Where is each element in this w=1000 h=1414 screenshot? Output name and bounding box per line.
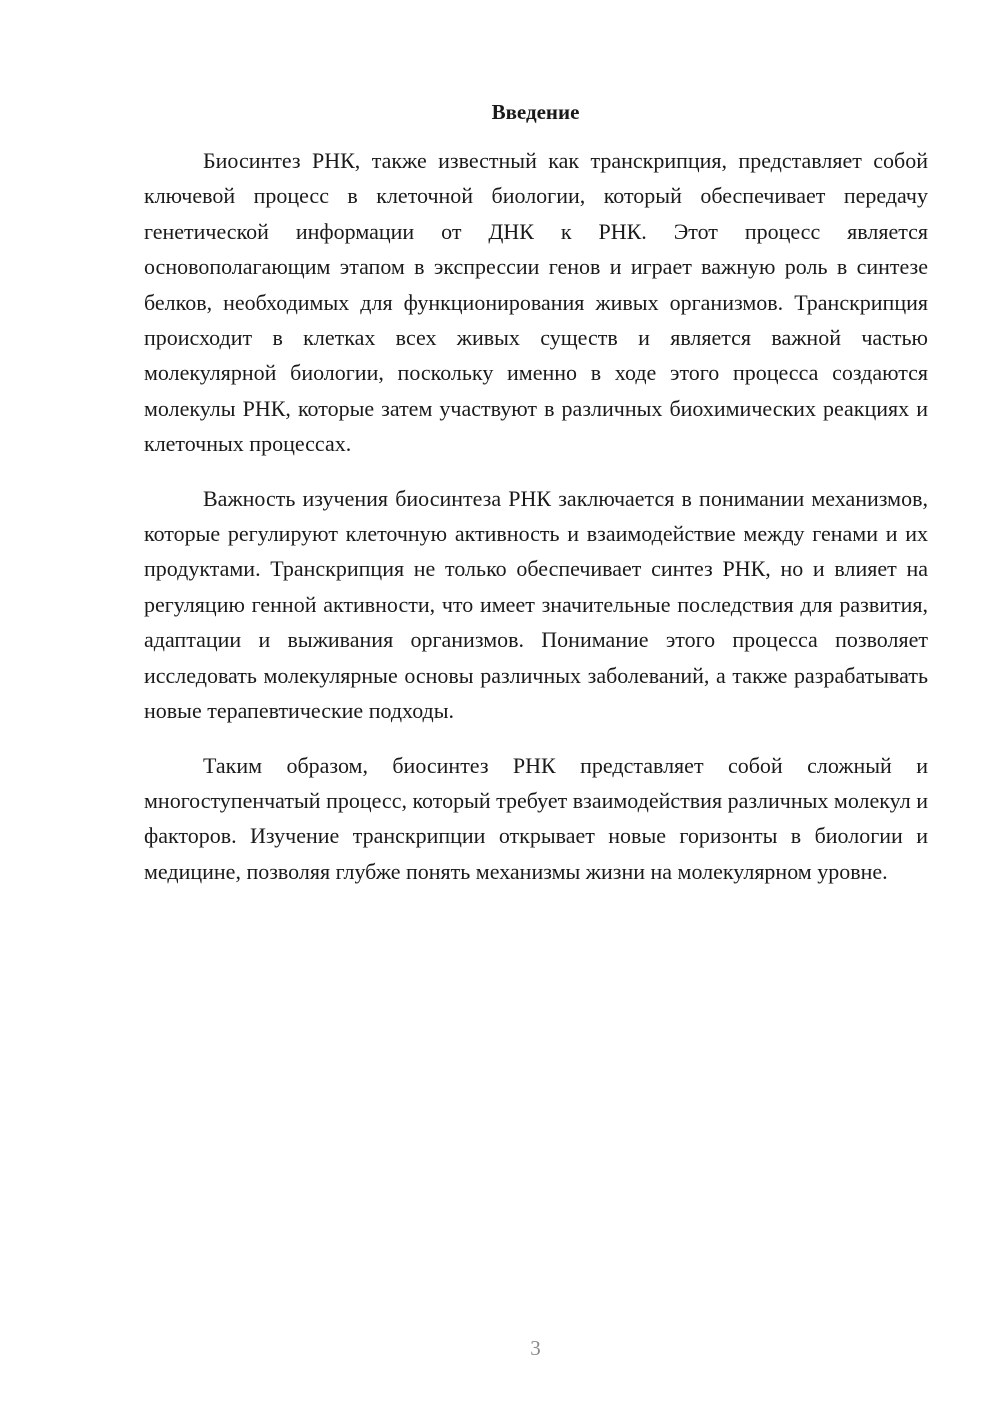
paragraph-3: Таким образом, биосинтез РНК представляет собой сложный и многоступенчатый процесс, который требует взаимодействия различных молекул и факторов. Изучение транскрипции открывает новые горизонты в биологии и медицине, позволяя глубже понять механизмы жизни на молекулярном уровне. <box>144 752 928 884</box>
section-title: Введение <box>491 100 580 124</box>
body-text <box>144 143 928 889</box>
paragraph-2: Важность изучения биосинтеза РНК заключается в понимании механизмов, которые регулируют клеточную активность и взаимодействие между генами и их продуктами. Транскрипция не только обеспечивает синтез РНК, но и влияет на регуляцию генной активности, что имеет значительные последствия для развития, адаптации и выживания организмов. Понимание этого процесса позволяет исследовать молекулярные основы различных заболеваний, а также разрабатывать новые терапевтические подходы. <box>144 485 928 724</box>
paragraph-1: Биосинтез РНК, также известный как транскрипция, представляет собой ключевой процесс в клеточной биологии, который обеспечивает передачу генетической информации от ДНК к РНК. Этот процесс является основополагающим этапом в экспрессии генов и играет важную роль в синтезе белков, необходимых для функционирования живых организмов. Транскрипция происходит в клетках всех живых существ и является важной частью молекулярной биологии, поскольку именно в ходе этого процесса создаются молекулы РНК, которые затем участвуют в различных биохимических реакциях и клеточных процессах. <box>144 148 928 457</box>
page-number: 3 <box>530 1336 541 1360</box>
